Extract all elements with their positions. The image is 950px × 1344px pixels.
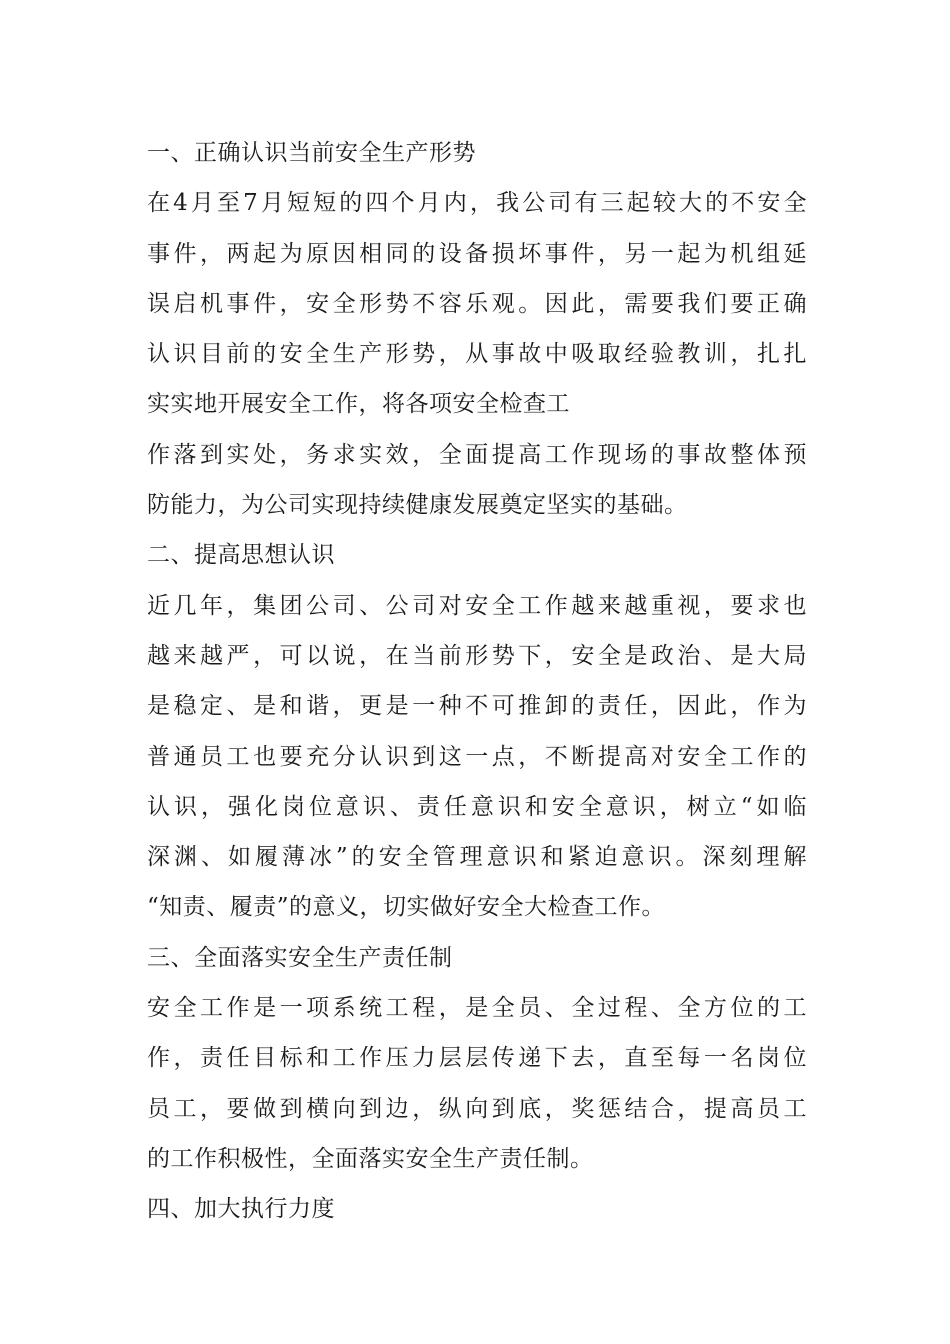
- paragraph-line: 越来越严，可以说，在当前形势下，安全是政治、是大局: [147, 642, 807, 669]
- paragraph-line: 安全工作是一项系统工程，是全员、全过程、全方位的工: [147, 995, 807, 1022]
- paragraph-line: 防能力，为公司实现持续健康发展奠定坚实的基础。: [147, 492, 688, 519]
- paragraph-line: 深渊、如履薄冰”的安全管理意识和紧迫意识。深刻理解: [147, 844, 807, 871]
- paragraph-line: 是稳定、是和谐，更是一种不可推卸的责任，因此，作为: [147, 693, 807, 720]
- document-body: [147, 128, 807, 1235]
- paragraph-line: 近几年，集团公司、公司对安全工作越来越重视，要求也: [147, 592, 807, 619]
- paragraph-line: 在4月至7月短短的四个月内，我公司有三起较大的不安全: [147, 190, 807, 217]
- section-heading: 一、正确认识当前安全生产形势: [147, 140, 476, 166]
- paragraph-line: 实实地开展安全工作，将各项安全检查工: [147, 391, 570, 418]
- paragraph-line: “知责、履责”的意义，切实做好安全大检查工作。: [147, 894, 666, 921]
- paragraph-line: 认识，强化岗位意识、责任意识和安全意识，树立“如临: [147, 793, 807, 820]
- section-heading: 四、加大执行力度: [147, 1196, 335, 1223]
- paragraph-line: 事件，两起为原因相同的设备损坏事件，另一起为机组延: [147, 240, 807, 267]
- paragraph-line: 认识目前的安全生产形势，从事故中吸取经验教训，扎扎: [147, 341, 807, 368]
- paragraph-line: 普通员工也要充分认识到这一点，不断提高对安全工作的: [147, 743, 807, 770]
- section-heading: 二、提高思想认识: [147, 542, 335, 569]
- paragraph-line: 作，责任目标和工作压力层层传递下去，直至每一名岗位: [147, 1045, 807, 1072]
- section-heading: 三、全面落实安全生产责任制: [147, 944, 453, 971]
- paragraph-line: 误启机事件，安全形势不容乐观。因此，需要我们要正确: [147, 290, 807, 317]
- paragraph-line: 作落到实处，务求实效，全面提高工作现场的事故整体预: [147, 441, 807, 468]
- paragraph-line: 员工，要做到横向到边，纵向到底，奖惩结合，提高员工: [147, 1095, 807, 1122]
- paragraph-line: 的工作积极性，全面落实安全生产责任制。: [147, 1145, 594, 1172]
